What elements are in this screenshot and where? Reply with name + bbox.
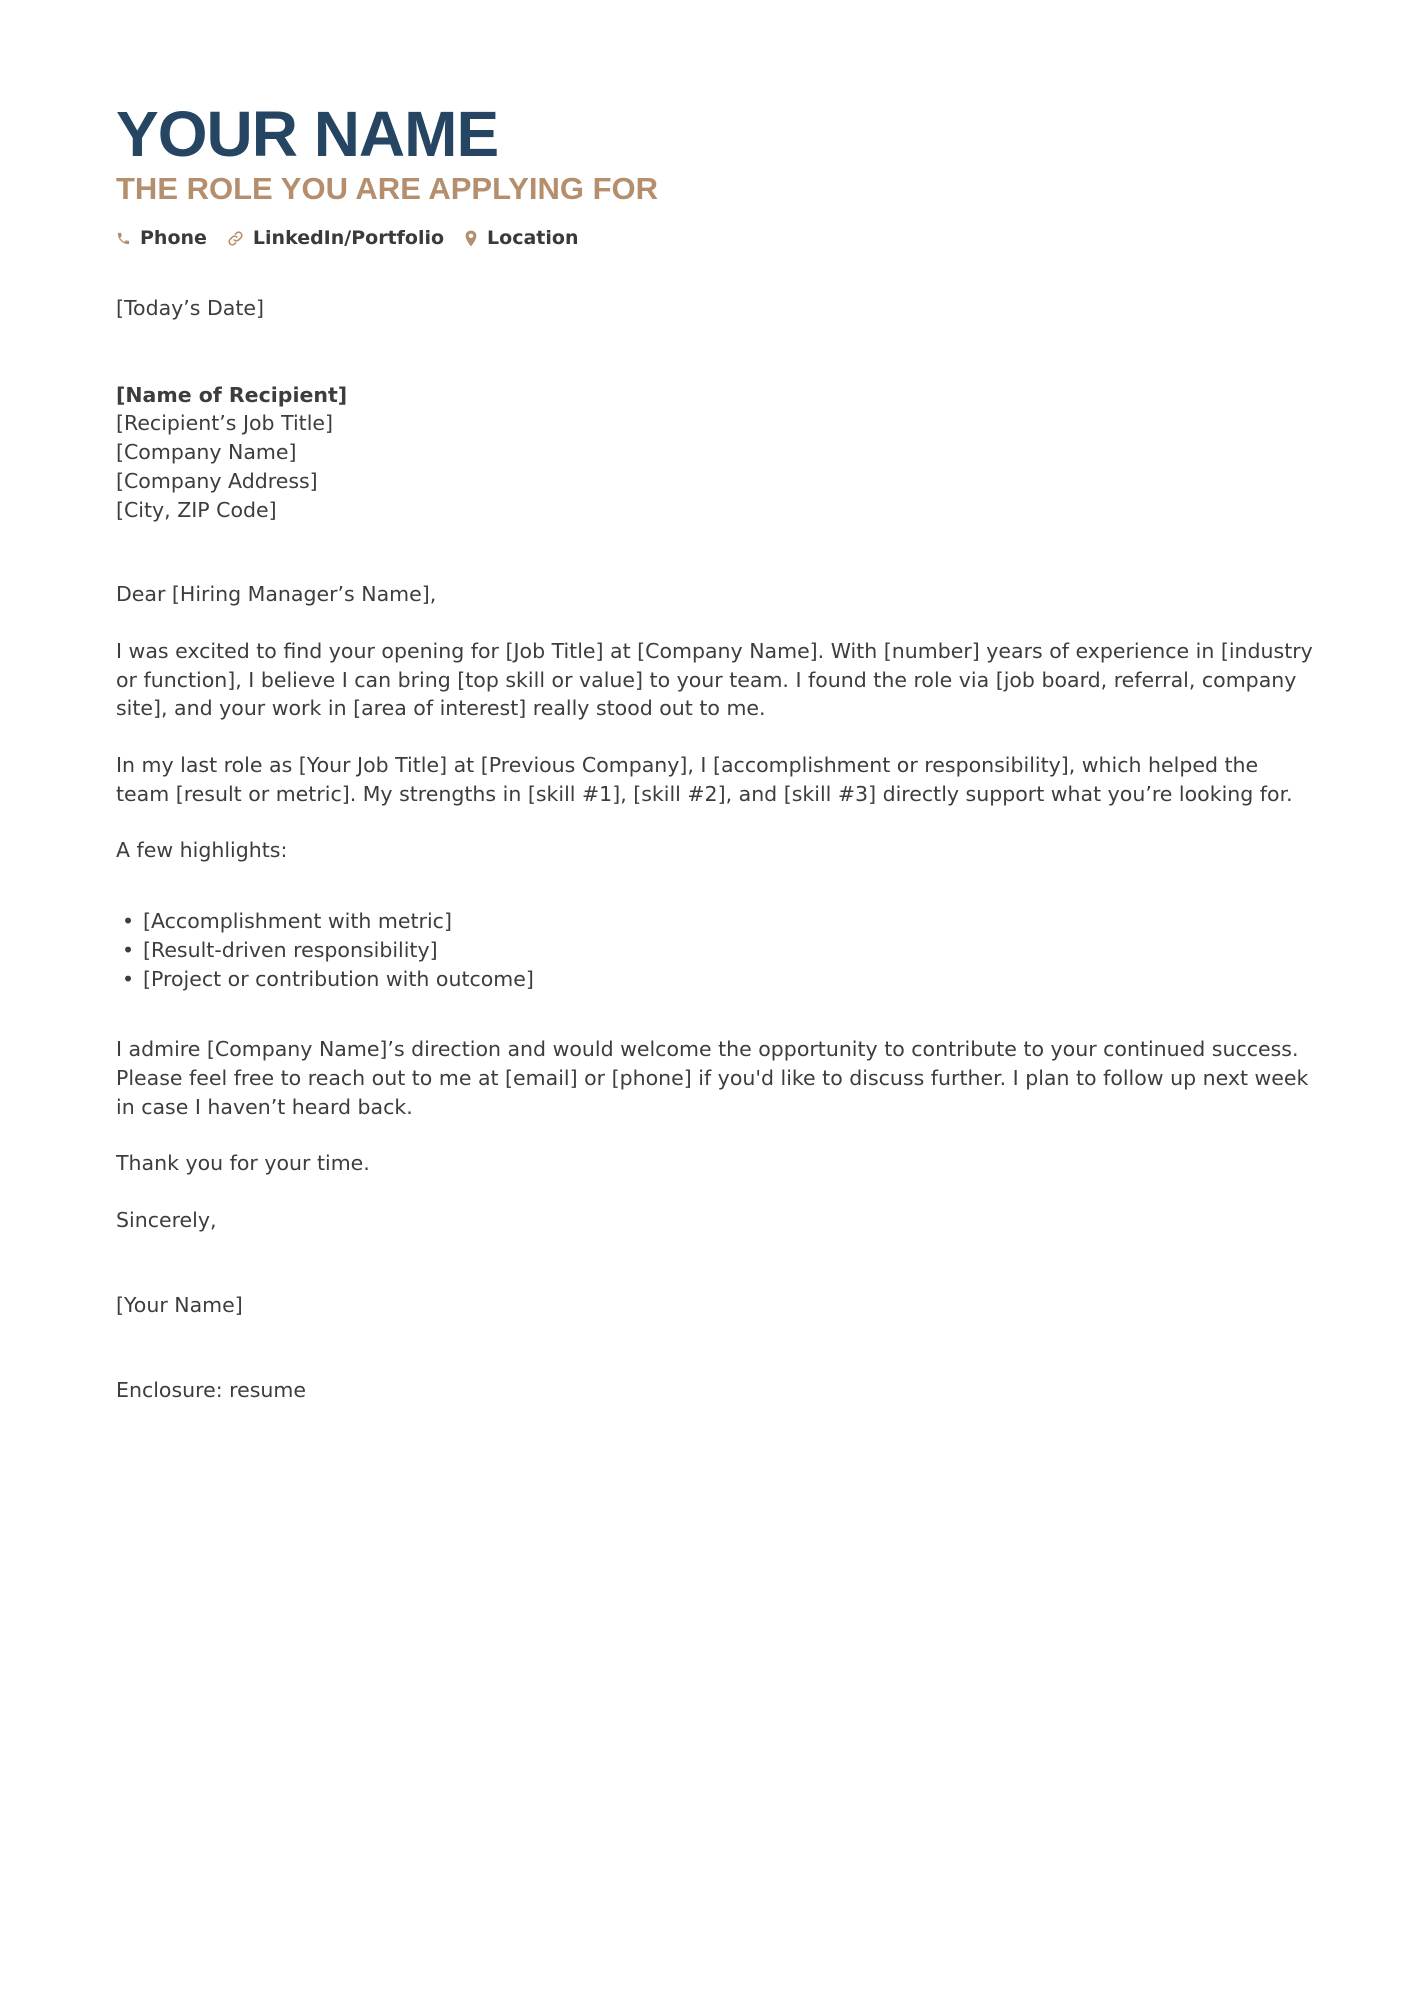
list-item: • [Project or contribution with outcome] bbox=[116, 965, 1316, 994]
cover-letter bbox=[116, 98, 1316, 1405]
contact-phone bbox=[116, 227, 207, 249]
body-paragraph-1: I was excited to find your opening for [Job Title] at [Company Name]. With [number] years of experience in [industry or function], I believe I can bring [top skill or value] to your team. I found the role via [job board, referral, company site], and your work in [area of interest] really stood out to me. bbox=[116, 638, 1313, 721]
bullet-icon: • bbox=[122, 909, 135, 934]
applicant-name: YOUR NAME bbox=[116, 98, 499, 170]
location-pin-icon bbox=[464, 230, 478, 247]
bullet-icon: • bbox=[122, 937, 135, 962]
recipient-city-zip: [City, ZIP Code] bbox=[116, 497, 277, 522]
list-item: • [Accomplishment with metric] bbox=[116, 907, 1316, 936]
body-paragraph-3: I admire [Company Name]’s direction and would welcome the opportunity to contribute to your continued success. Please feel free to reach out to me at [email] or [phone] if you'd like to discuss further. I plan to follow up next week in case I haven’t heard back. bbox=[116, 1037, 1309, 1119]
list-item: • [Result-driven responsibility] bbox=[116, 936, 1316, 965]
contact-bar bbox=[116, 224, 1316, 252]
closing: Sincerely, bbox=[116, 1208, 217, 1233]
phone-icon bbox=[116, 231, 131, 246]
target-role: THE ROLE YOU ARE APPLYING FOR bbox=[116, 171, 659, 206]
bullet-icon: • bbox=[122, 966, 135, 991]
recipient-name: [Name of Recipient] bbox=[116, 382, 348, 407]
highlights-intro: A few highlights: bbox=[116, 838, 288, 863]
letter-date: [Today’s Date] bbox=[116, 296, 264, 320]
contact-link bbox=[227, 227, 444, 249]
enclosure: Enclosure: resume bbox=[116, 1378, 306, 1403]
body-paragraph-2: In my last role as [Your Job Title] at [Previous Company], I [accomplishment or responsibility], which helped the team [result or metric]. My strengths in [skill #1], [skill #2], and [skill #3] directly support what you’re looking for. bbox=[116, 753, 1293, 806]
link-label: LinkedIn/Portfolio bbox=[252, 227, 445, 249]
contact-location bbox=[464, 227, 578, 249]
highlights-list bbox=[116, 907, 1316, 993]
phone-label: Phone bbox=[140, 227, 207, 249]
salutation: Dear [Hiring Manager’s Name], bbox=[116, 582, 437, 607]
recipient-address: [Company Address] bbox=[116, 468, 318, 493]
recipient-company: [Company Name] bbox=[116, 440, 297, 465]
signature: [Your Name] bbox=[116, 1292, 243, 1317]
recipient-job-title: [Recipient’s Job Title] bbox=[116, 411, 334, 436]
thanks-line: Thank you for your time. bbox=[116, 1151, 370, 1176]
link-icon bbox=[227, 230, 244, 247]
location-label: Location bbox=[487, 227, 579, 249]
recipient-block bbox=[116, 381, 1316, 525]
